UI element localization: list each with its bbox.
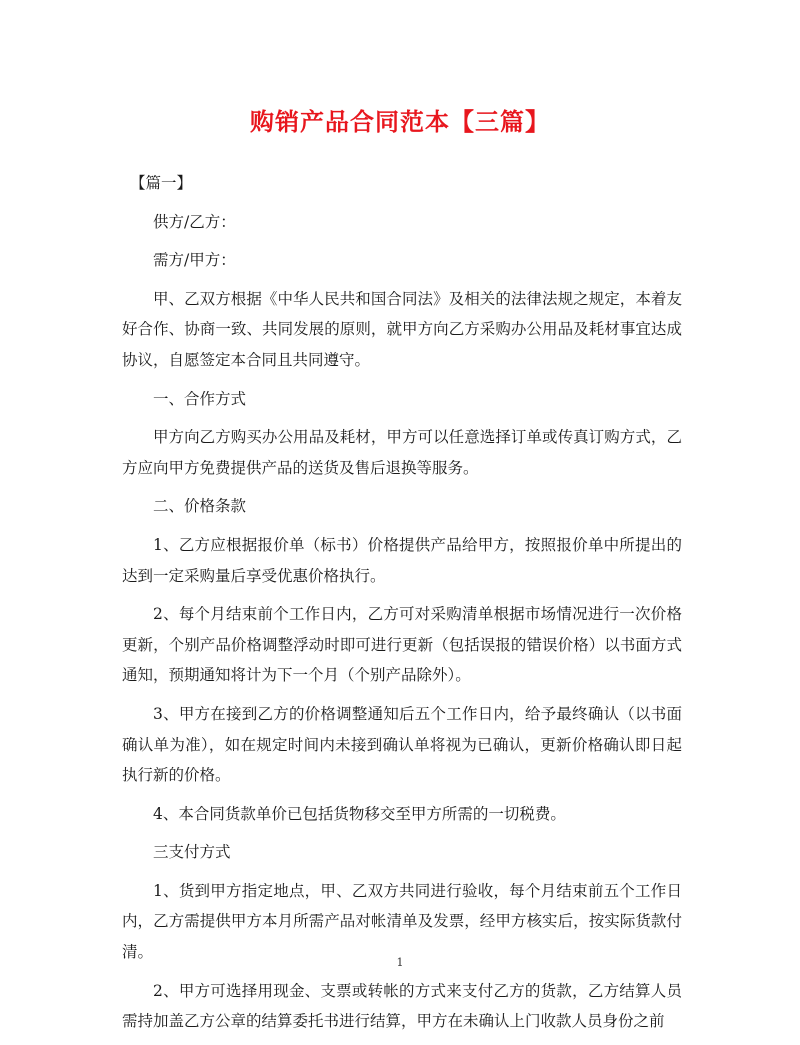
cooperation-paragraph: 甲方向乙方购买办公用品及耗材，甲方可以任意选择订单或传真订购方式，乙方应向甲方免费提供产品的送货及售后退换等服务。 bbox=[122, 428, 682, 477]
price-item-1: 1、乙方应根据报价单（标书）价格提供产品给甲方，按照报价单中所提出的达到一定采购量后享受优惠价格执行。 bbox=[122, 535, 682, 585]
section-heading-part-one: 【篇一】 bbox=[130, 174, 193, 192]
preamble-paragraph: 甲、乙双方根据《中华人民共和国合同法》及相关的法律法规之规定，本着友好合作、协商一致、共同发展的原则，就甲方向乙方采购办公用品及耗材事宜达成协议，自愿签定本合同且共同遵守。 bbox=[122, 289, 682, 369]
buyer-line: 需方/甲方： bbox=[153, 251, 236, 270]
document-title: 购销产品合同范本【三篇】 bbox=[250, 107, 550, 136]
price-item-3: 3、甲方在接到乙方的价格调整通知后五个工作日内，给予最终确认（以书面确认单为准），如在规定时间内未接到确认单将视为已确认，更新价格确认即日起执行新的价格。 bbox=[122, 704, 682, 785]
document-body bbox=[122, 168, 682, 1045]
clause-heading-cooperation: 一、合作方式 bbox=[153, 389, 247, 408]
price-item-4: 4、本合同货款单价已包括货物移交至甲方所需的一切税费。 bbox=[153, 804, 566, 823]
payment-item-1: 1、货到甲方指定地点，甲、乙双方共同进行验收，每个月结束前五个工作日内，乙方需提供甲方本月所需产品对帐清单及发票，经甲方核实后，按实际货款付清。 bbox=[122, 881, 682, 962]
clause-heading-price: 二、价格条款 bbox=[153, 497, 247, 516]
clause-heading-payment: 三支付方式 bbox=[153, 843, 231, 862]
price-item-2: 2、每个月结束前个工作日内，乙方可对采购清单根据市场情况进行一次价格更新，个别产品价格调整浮动时即可进行更新（包括误报的错误价格）以书面方式通知，预期通知将计为下一个月（个别产品除外）。 bbox=[122, 605, 682, 685]
supplier-line: 供方/乙方： bbox=[153, 212, 236, 231]
payment-item-2: 2、甲方可选择用现金、支票或转帐的方式来支付乙方的货款，乙方结算人员需持加盖乙方公章的结算委托书进行结算，甲方在未确认上门收款人员身份之前 bbox=[122, 981, 682, 1031]
page-number: 1 bbox=[396, 956, 404, 969]
